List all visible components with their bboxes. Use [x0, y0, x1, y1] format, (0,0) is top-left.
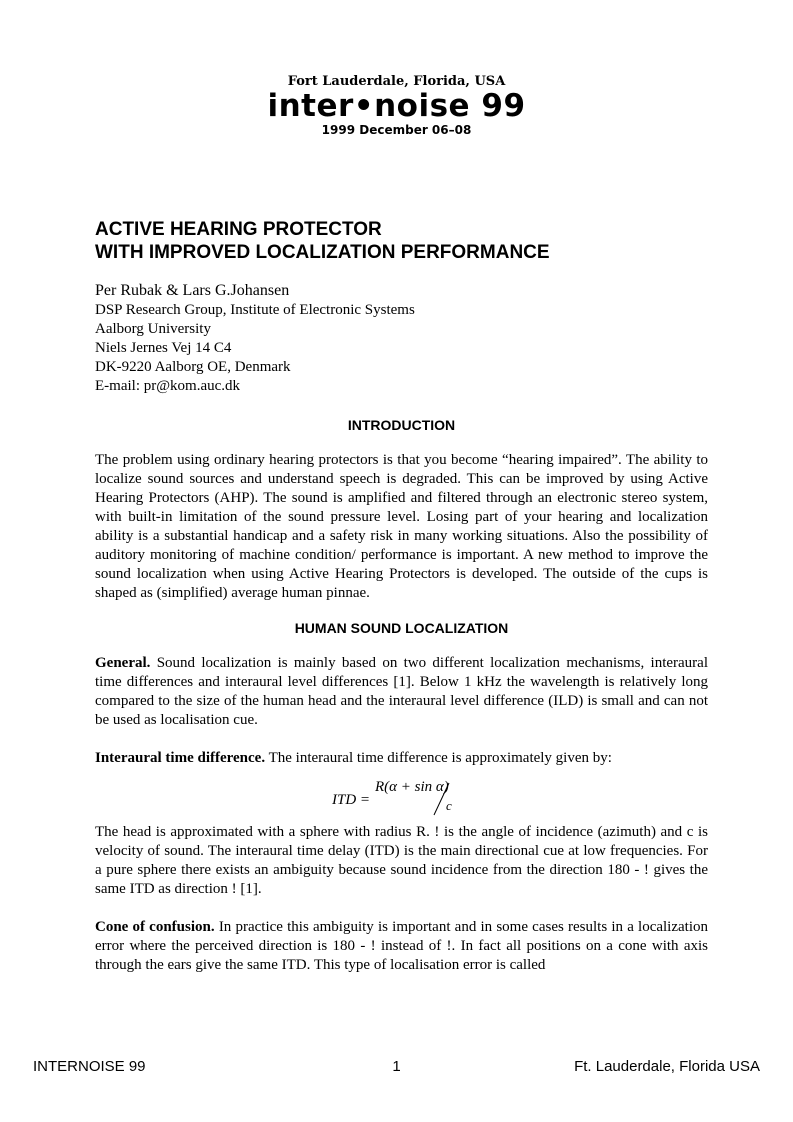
- introduction-paragraph: The problem using ordinary hearing protectors is that you become “hearing impaired”. The ability to localize sound sources and understand speech is degraded. This can be improved by using Active Hearing Protectors (AHP). The sound is amplified and filtered through an electronic stereo system, with built-in limitation of the sound pressure level. Losing part of your hearing and localization ability is a substantial handicap and a safety risk in many working situations. Also the possibility of auditory monitoring of machine condition/ performance is important. A new method to improve the sound localization when using Active Hearing Protectors is developed. The outside of the cups is shaped as (simplified) average human pinnae.: [95, 452, 708, 601]
- email-line: E-mail: pr@kom.auc.dk: [95, 378, 241, 394]
- equation-numerator: R(α + sin α): [375, 779, 449, 795]
- itd-explanation-paragraph: The head is approximated with a sphere with radius R. ! is the angle of incidence (azimuth) and c is velocity of sound. The interaural time delay (ITD) is the main directional cue at low frequencies. For a pure sphere there exists an ambiguity because sound incidence from the direction 180 - ! gives the same ITD as direction ! [1].: [95, 824, 708, 897]
- title-line-2: WITH IMPROVED LOCALIZATION PERFORMANCE: [95, 242, 550, 263]
- affiliation-line: Niels Jernes Vej 14 C4: [95, 340, 232, 356]
- cone-paragraph: [95, 918, 708, 975]
- footer-page-number: 1: [392, 1058, 401, 1075]
- conference-dates: 1999 December 06–08: [321, 123, 472, 137]
- itd-equation: [95, 779, 708, 819]
- paper-body: [95, 218, 708, 975]
- equation-lhs: ITD =: [332, 792, 371, 808]
- title-line-1: ACTIVE HEARING PROTECTOR: [95, 219, 382, 240]
- equation-denominator: c: [446, 798, 452, 813]
- conference-location: Fort Lauderdale, Florida, USA: [287, 74, 506, 89]
- footer-location: Ft. Lauderdale, Florida USA: [574, 1058, 760, 1075]
- cone-label: Cone of confusion.: [95, 919, 215, 935]
- conference-logo: inter•noise 99: [267, 88, 526, 124]
- author-names: Per Rubak & Lars G.Johansen: [95, 282, 290, 299]
- general-paragraph: [95, 654, 708, 730]
- general-label: General.: [95, 655, 151, 671]
- footer-conference: INTERNOISE 99: [33, 1058, 146, 1075]
- general-text: Sound localization is mainly based on two different localization mechanisms, interaural time differences and interaural level differences [1]. Below 1 kHz the wavelength is relatively long compared to the size of the human head and the interaural level difference (ILD) is small and can not be used as localisation cue.: [95, 655, 708, 728]
- paper-title: [95, 218, 708, 264]
- affiliation-line: DSP Research Group, Institute of Electronic Systems: [95, 302, 415, 318]
- heading-human-sound-localization: HUMAN SOUND LOCALIZATION: [294, 620, 509, 636]
- itd-text: The interaural time difference is approximately given by:: [268, 750, 612, 766]
- fraction-slash: [95, 779, 708, 819]
- heading-introduction: INTRODUCTION: [347, 417, 456, 433]
- itd-paragraph: [95, 749, 708, 768]
- affiliation-line: Aalborg University: [95, 321, 211, 337]
- affiliation-line: DK-9220 Aalborg OE, Denmark: [95, 359, 291, 375]
- itd-label: Interaural time difference.: [95, 750, 266, 766]
- cone-text: In practice this ambiguity is important and in some cases results in a localization error where the perceived direction is 180 - ! instead of !. In fact all positions on a cone with axis through the ears give the same ITD. This type of localisation error is called: [95, 919, 708, 973]
- author-block: [95, 280, 708, 396]
- conference-header: [0, 74, 793, 138]
